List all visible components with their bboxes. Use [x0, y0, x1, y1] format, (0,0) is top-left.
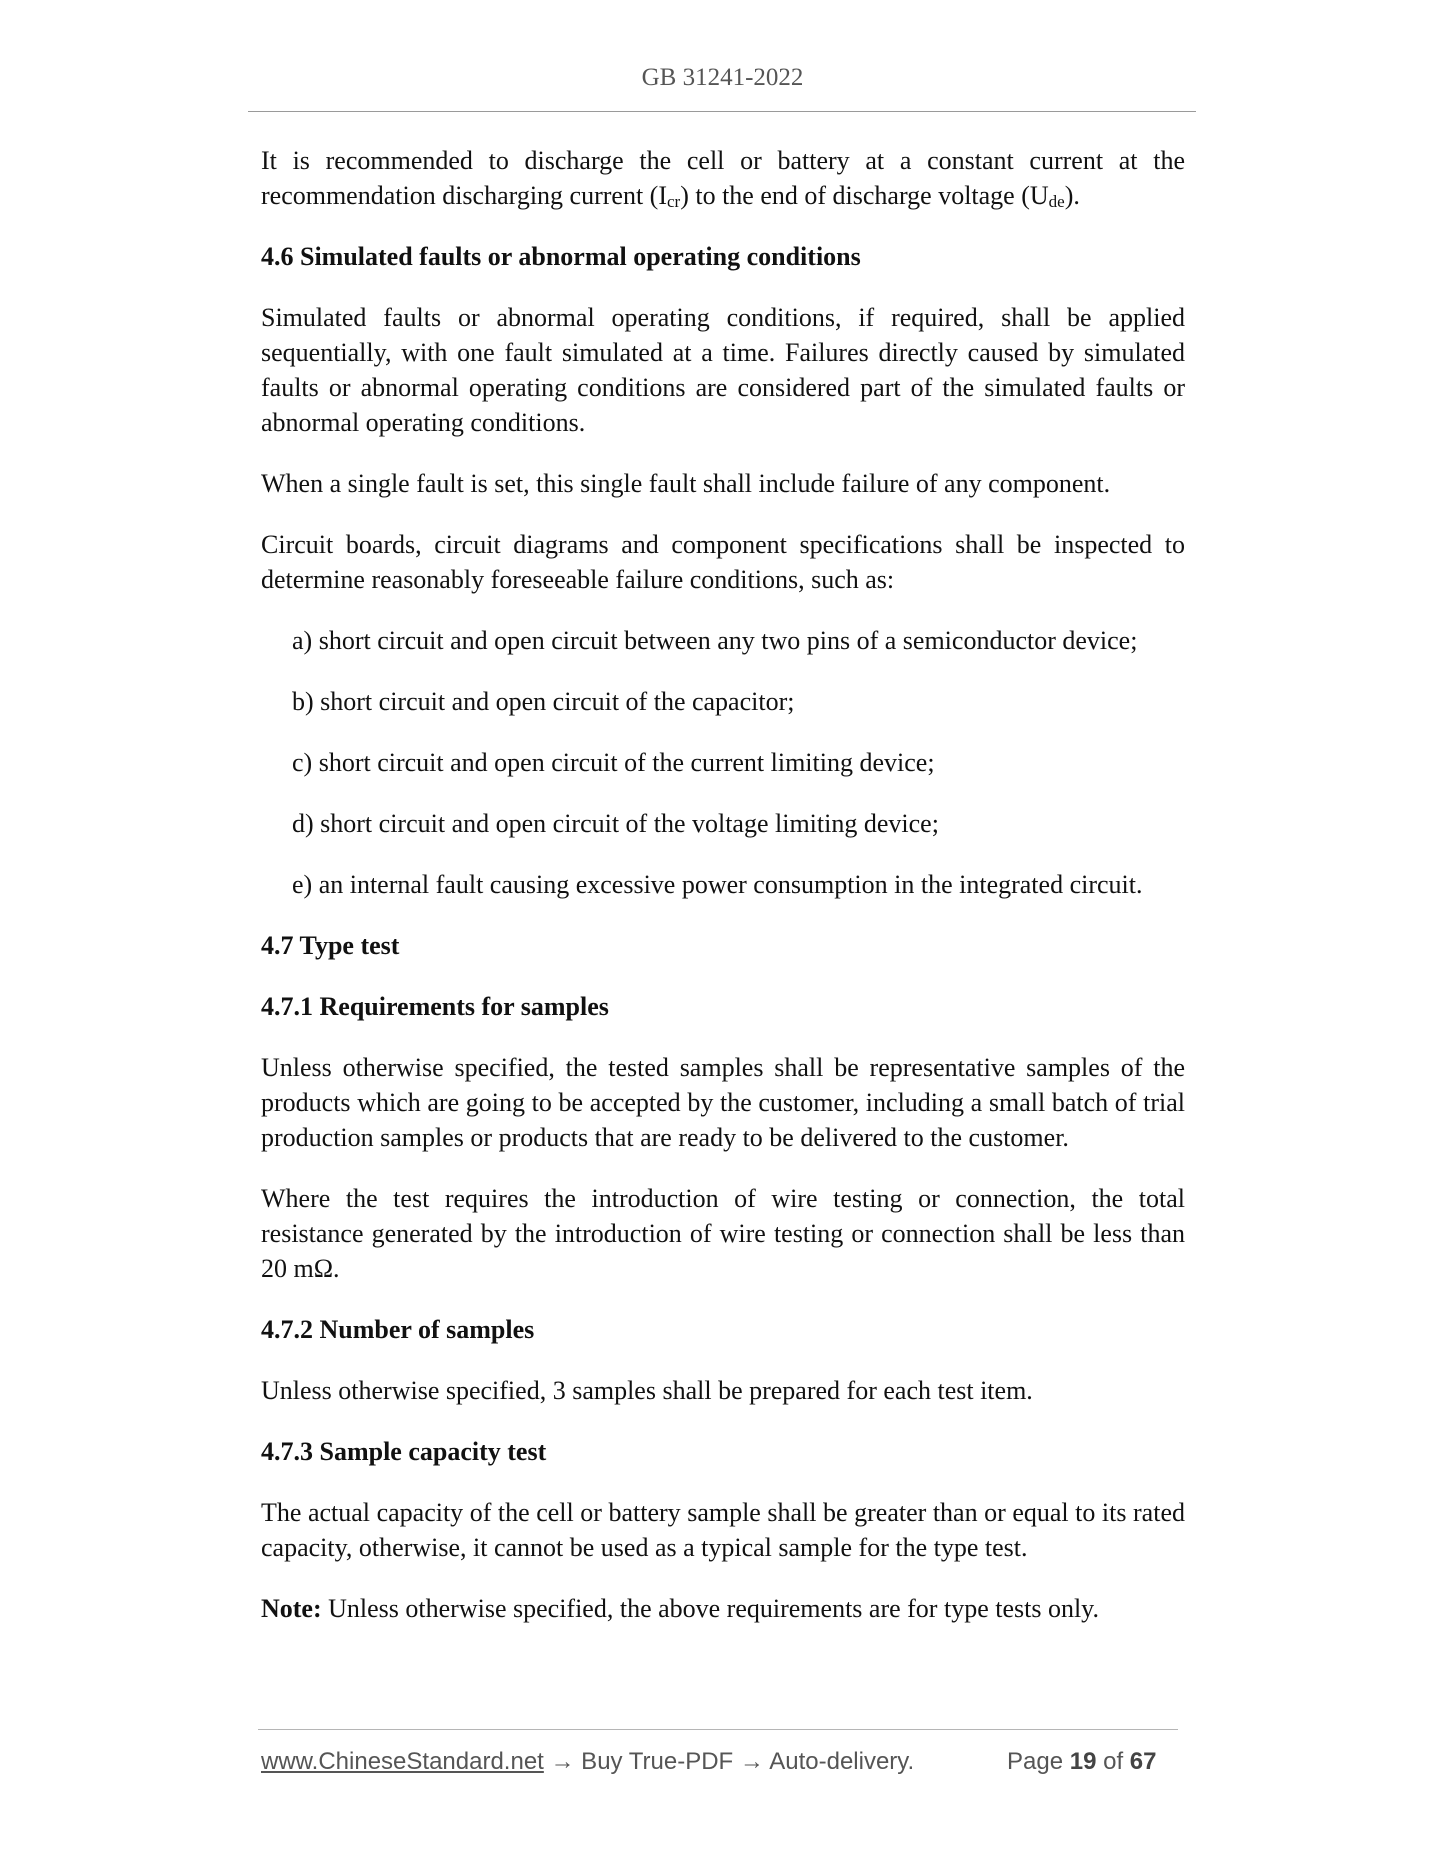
paragraph-single-fault: When a single fault is set, this single fault shall include failure of any component.	[261, 469, 1111, 498]
note-label: Note:	[261, 1594, 322, 1623]
footer-divider	[258, 1729, 1178, 1730]
website-link[interactable]: www.ChineseStandard.net	[261, 1748, 544, 1775]
note-paragraph	[261, 1591, 1185, 1626]
heading-4-7: 4.7 Type test	[261, 931, 400, 960]
heading-4-6: 4.6 Simulated faults or abnormal operating conditions	[261, 242, 861, 271]
paragraph-discharge: It is recommended to discharge the cell or battery at a constant current at the recommendation discharging current $(I_{cr})$ to the end of discharge voltage $(U_{de})$.	[261, 146, 1185, 211]
list-item: a) short circuit and open circuit between any two pins of a semiconductor device;	[292, 626, 1138, 655]
document-body	[261, 143, 1185, 1626]
page-total: 67	[1129, 1748, 1157, 1775]
note-text: Unless otherwise specified, the above requirements are for type tests only.	[321, 1594, 1099, 1623]
paragraph-circuit-boards: Circuit boards, circuit diagrams and component specifications shall be inspected to determine reasonably foreseeable failure conditions, such as:	[261, 530, 1185, 594]
page-current: 19	[1069, 1748, 1097, 1775]
paragraph-capacity: The actual capacity of the cell or battery sample shall be greater than or equal to its rated capacity, otherwise, it cannot be used as a typical sample for the type test.	[261, 1498, 1185, 1562]
page-footer	[261, 1748, 1181, 1776]
list-item: e) an internal fault causing excessive power consumption in the integrated circuit.	[292, 870, 1143, 899]
subscript-cr: cr	[666, 192, 681, 211]
list-item: d) short circuit and open circuit of the voltage limiting device;	[292, 809, 939, 838]
paragraph-tested-samples: Unless otherwise specified, the tested samples shall be representative samples of the products which are going to be accepted by the customer, including a small batch of trial production samples or products that are ready to be delivered to the customer.	[261, 1053, 1185, 1152]
document-code: GB 31241-2022	[641, 64, 804, 91]
subscript-de: de	[1048, 192, 1065, 211]
page-indicator: Page 19 of 67	[1007, 1748, 1157, 1775]
paragraph-wire-testing: Where the test requires the introduction of wire testing or connection, the total resistance generated by the introduction of wire testing or connection shall be less than 20 mΩ.	[261, 1184, 1185, 1283]
list-item: b) short circuit and open circuit of the capacitor;	[292, 687, 795, 716]
paragraph-simulated-faults: Simulated faults or abnormal operating conditions, if required, shall be applied sequentially, with one fault simulated at a time. Failures directly caused by simulated faults or abnormal operating conditions are considered part of the simulated faults or abnormal operating conditions.	[261, 303, 1185, 437]
list-item: c) short circuit and open circuit of the current limiting device;	[292, 748, 935, 777]
heading-4-7-1: 4.7.1 Requirements for samples	[261, 992, 609, 1021]
footer-tagline: → Buy True-PDF → Auto-delivery.	[543, 1748, 915, 1775]
paragraph-number-of-samples: Unless otherwise specified, 3 samples shall be prepared for each test item.	[261, 1376, 1033, 1405]
heading-4-7-3: 4.7.3 Sample capacity test	[261, 1437, 547, 1466]
header-divider	[248, 111, 1196, 112]
heading-4-7-2: 4.7.2 Number of samples	[261, 1315, 535, 1344]
